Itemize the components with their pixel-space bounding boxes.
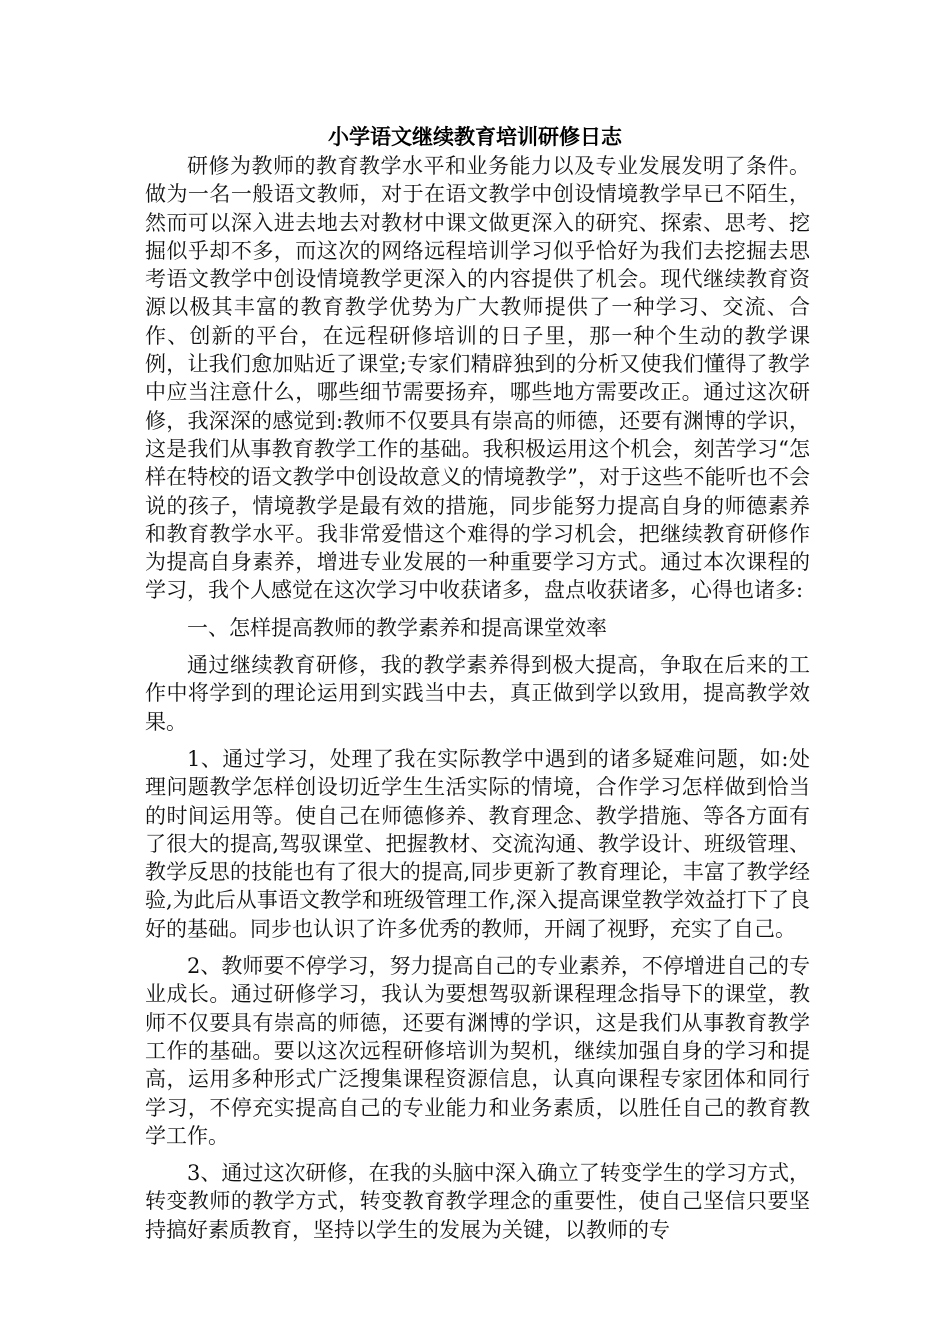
paragraph-item-1: 1、通过学习，处理了我在实际教学中遇到的诸多疑难问题，如:处理问题教学怎样创设切近学生生活实际的情境，合作学习怎样做到恰当的时间运用等。使自己在师德修养、教育理念、教学措施、等各方面有了很大的提高,驾驭课堂、把握教材、交流沟通、教学设计、班级管理、教学反思的技能也有了很大的提高,同步更新了教育理论，丰富了教学经验,为此后从事语文教学和班级管理工作,深入提高课堂教学效益打下了良好的基础。同步也认识了许多优秀的教师，开阔了视野，充实了自己。 xyxy=(145,746,810,941)
document-body xyxy=(145,152,810,1244)
section-heading-1: 一、怎样提高教师的教学素养和提高课堂效率 xyxy=(187,615,607,640)
paragraph-section-1: 通过继续教育研修，我的教学素养得到极大提高，争取在后来的工作中将学到的理论运用到实践当中去，真正做到学以致用，提高教学效果。 xyxy=(145,653,810,734)
paragraph-item-3: 3、通过这次研修，在我的头脑中深入确立了转变学生的学习方式，转变教师的教学方式，转变教育教学理念的重要性，使自己坚信只要坚持搞好素质教育，坚持以学生的发展为关键，以教师的专 xyxy=(145,1161,810,1242)
document-title: 小学语文继续教育培训研修日志 xyxy=(328,125,622,149)
paragraph-intro: 研修为教师的教育教学水平和业务能力以及专业发展发明了条件。做为一名一般语文教师，对于在语文教学中创设情境教学早已不陌生，然而可以深入进去地去对教材中课文做更深入的研究、探索、思考、挖掘似乎却不多，而这次的网络远程培训学习似乎恰好为我们去挖掘去思考语文教学中创设情境教学更深入的内容提供了机会。现代继续教育资源以极其丰富的教育教学优势为广大教师提供了一种学习、交流、合作、创新的平台，在远程研修培训的日子里，那一种个生动的教学课例，让我们愈加贴近了课堂;专家们精辟独到的分析又使我们懂得了教学中应当注意什么，哪些细节需要扬弃，哪些地方需要改正。通过这次研修，我深深的感觉到:教师不仅要具有崇高的师德，还要有渊博的学识，这是我们从事教育教学工作的基础。我积极运用这个机会，刻苦学习“怎样在特校的语文教学中创设故意义的情境教学”，对于这些不能听也不会说的孩子，情境教学是最有效的措施，同步能努力提高自身的师德素养和教育教学水平。我非常爱惜这个难得的学习机会，把继续教育研修作为提高自身素养，增进专业发展的一种重要学习方式。通过本次课程的学习，我个人感觉在这次学习中收获诸多，盘点收获诸多，心得也诸多: xyxy=(145,154,810,603)
paragraph-item-2: 2、教师要不停学习，努力提高自己的专业素养，不停增进自己的专业成长。通过研修学习，我认为要想驾驭新课程理念指导下的课堂，教师不仅要具有崇高的师德，还要有渊博的学识，这是我们从事教育教学工作的基础。要以这次远程研修培训为契机，继续加强自身的学习和提高，运用多种形式广泛搜集课程资源信息，认真向课程专家团体和同行学习，不停充实提高自己的专业能力和业务素质，以胜任自己的教育教学工作。 xyxy=(145,954,810,1148)
